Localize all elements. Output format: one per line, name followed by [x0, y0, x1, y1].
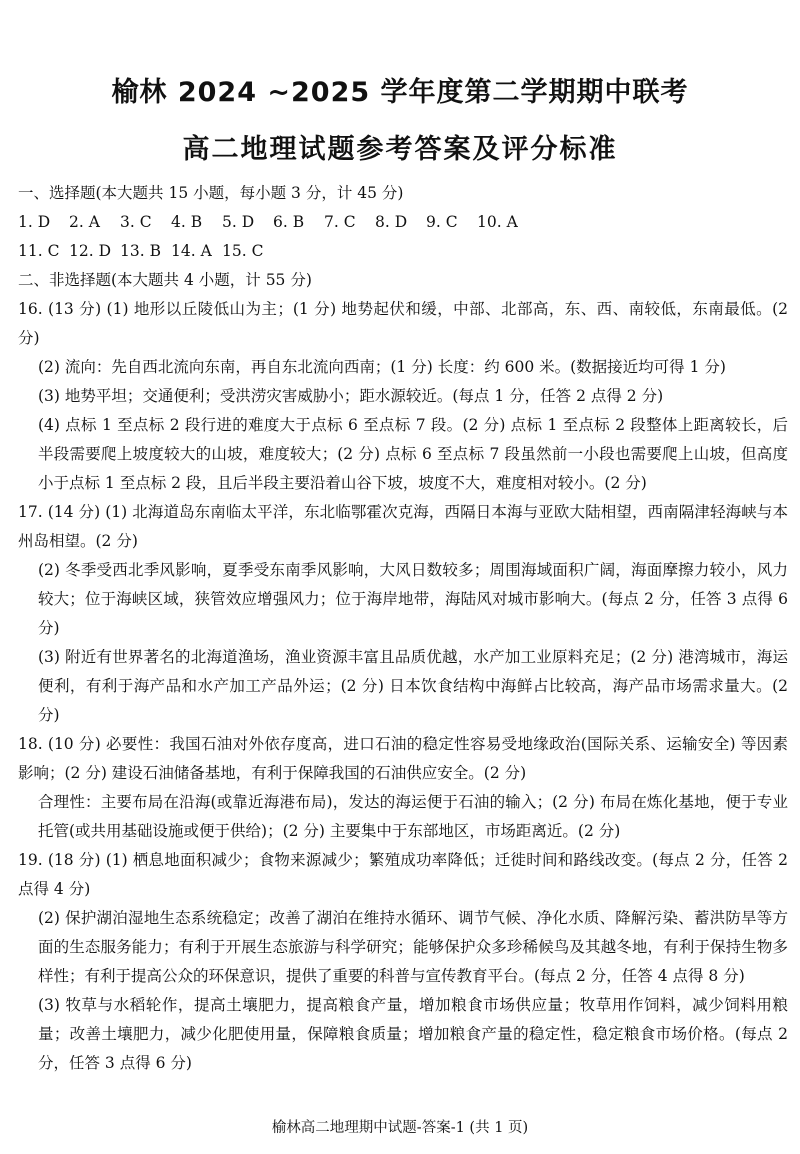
- document-title: 榆林 2024 ~2025 学年度第二学期期中联考: [111, 77, 689, 108]
- q17-part1: 17. (14 分) (1) 北海道岛东南临太平洋，东北临鄂霍次克海，西隔日本海与亚欧大陆相望，西南隔津轻海峡与本州岛相望。(2 分): [18, 503, 788, 550]
- q19-part1: 19. (18 分) (1) 栖息地面积减少；食物来源减少；繁殖成功率降低；迁徙时间和路线改变。(每点 2 分，任答 2 点得 4 分): [18, 851, 788, 898]
- answer-item: 9. C: [426, 213, 458, 231]
- answer-item: 1. D: [18, 213, 51, 231]
- section-heading-multiple-choice: 一、选择题(本大题共 15 小题，每小题 3 分，计 45 分): [18, 184, 404, 202]
- document-subtitle: 高二地理试题参考答案及评分标准: [182, 134, 618, 165]
- answer-item: 12. D: [69, 242, 112, 260]
- q16-part2: (2) 流向：先自西北流向东南，再自东北流向西南；(1 分) 长度：约 600 米。(数据接近均可得 1 分): [38, 358, 726, 376]
- answer-item: 14. A: [171, 242, 212, 260]
- answer-item: 13. B: [120, 242, 161, 260]
- q16-part3: (3) 地势平坦；交通便利；受洪涝灾害威胁小；距水源较近。(每点 1 分，任答 2 点得 2 分): [38, 387, 664, 405]
- answer-item: 15. C: [222, 242, 264, 260]
- answer-row-2: [18, 237, 788, 266]
- answer-item: 5. D: [222, 213, 255, 231]
- answer-content: [18, 179, 788, 1078]
- page-footer: 榆林高二地理期中试题-答案-1 (共 1 页): [271, 1120, 529, 1136]
- q19-part2: (2) 保护湖泊湿地生态系统稳定；改善了湖泊在维持水循环、调节气候、净化水质、降解污染、蓄洪防旱等方面的生态服务能力；有利于开展生态旅游与科学研究；能够保护众多珍稀候鸟及其越冬地，有利于保持生物多样性；有利于提高公众的环保意识，提供了重要的科普与宣传教育平台。(每点 2 分，任答 4 点得 8 分): [38, 909, 788, 985]
- answer-item: 11. C: [18, 242, 60, 260]
- q17-part2: (2) 冬季受西北季风影响，夏季受东南季风影响，大风日数较多；周围海域面积广阔，海面摩擦力较小，风力较大；位于海峡区域，狭管效应增强风力；位于海岸地带，海陆风对城市影响大。(每点 2 分，任答 3 点得 6 分): [38, 561, 788, 637]
- q16-part4: (4) 点标 1 至点标 2 段行进的难度大于点标 6 至点标 7 段。(2 分) 点标 1 至点标 2 段整体上距离较长，后半段需要爬上坡度较大的山坡，难度较大；(2 分) 点标 6 至点标 7 段虽然前一小段也需要爬上山坡，但高度小于点标 1 至点标 2 段，且后半段主要沿着山谷下坡，坡度不大，难度相对较小。(2 分): [38, 416, 788, 492]
- answer-item: 4. B: [171, 213, 203, 231]
- answer-item: 2. A: [69, 213, 100, 231]
- answer-item: 3. C: [120, 213, 152, 231]
- answer-item: 10. A: [477, 213, 518, 231]
- q18-part2: 合理性：主要布局在沿海(或靠近海港布局)，发达的海运便于石油的输入；(2 分) 布局在炼化基地，便于专业托管(或共用基础设施或便于供给)；(2 分) 主要集中于东部地区，市场距离近。(2 分): [38, 793, 788, 840]
- section-heading-non-choice: 二、非选择题(本大题共 4 小题，计 55 分): [18, 271, 312, 289]
- q16-part1: 16. (13 分) (1) 地形以丘陵低山为主；(1 分) 地势起伏和缓，中部、北部高，东、西、南较低，东南最低。(2 分): [18, 300, 788, 347]
- answer-row-1: [18, 208, 788, 237]
- q17-part3: (3) 附近有世界著名的北海道渔场，渔业资源丰富且品质优越，水产加工业原料充足；(2 分) 港湾城市，海运便利，有利于海产品和水产加工产品外运；(2 分) 日本饮食结构中海鲜占比较高，海产品市场需求量大。(2 分): [38, 648, 788, 724]
- q18-part1: 18. (10 分) 必要性：我国石油对外依存度高，进口石油的稳定性容易受地缘政治(国际关系、运输安全) 等因素影响；(2 分) 建设石油储备基地，有利于保障我国的石油供应安全。(2 分): [18, 735, 788, 782]
- answer-item: 6. B: [273, 213, 305, 231]
- answer-item: 8. D: [375, 213, 408, 231]
- q19-part3: (3) 牧草与水稻轮作，提高土壤肥力，提高粮食产量，增加粮食市场供应量；牧草用作饲料，减少饲料用粮量；改善土壤肥力，减少化肥使用量，保障粮食质量；增加粮食产量的稳定性，稳定粮食市场价格。(每点 2 分，任答 3 点得 6 分): [38, 996, 788, 1072]
- answer-item: 7. C: [324, 213, 356, 231]
